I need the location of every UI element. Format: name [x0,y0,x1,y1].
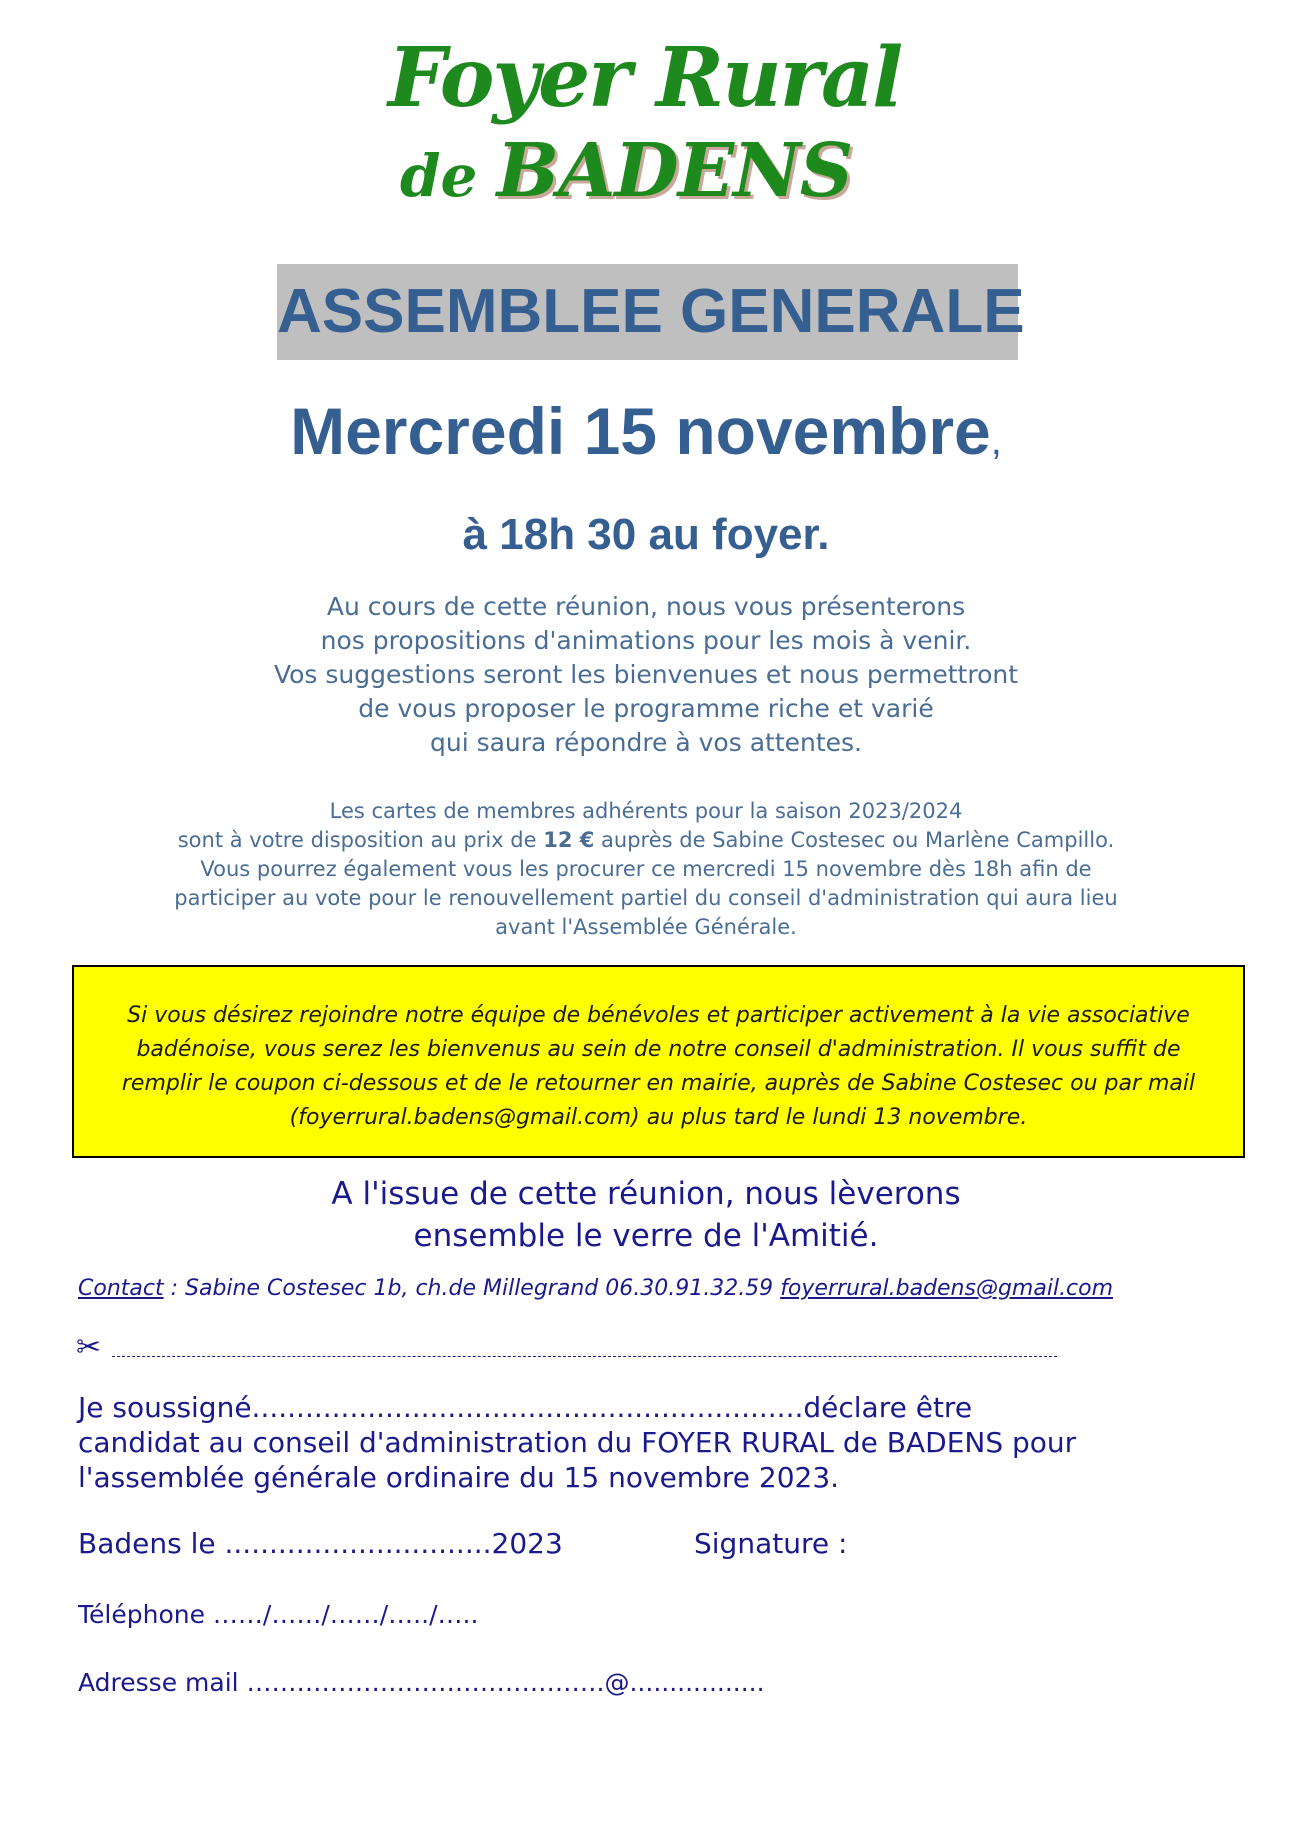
page-title: ASSEMBLEE GENERALE [277,277,1025,346]
volunteer-line: badénoise, vous serez les bienvenus au sein de notre conseil d'administration. Il vous suffit de [136,1037,1181,1062]
volunteer-line: Si vous désirez rejoindre notre équipe de bénévoles et participer activement à la vie associative [127,1003,1190,1028]
membership-line: participer au vote pour le renouvellement partiel du conseil d'administration qui aura lieu [174,886,1118,910]
intro-line: Vos suggestions seront les bienvenues et nous permettront [273,660,1019,689]
membership-line: avant l'Assemblée Générale. [495,915,797,939]
membership-line [0,826,1292,855]
contact-line [78,1274,1228,1304]
membership-paragraph [0,797,1292,942]
closing-line: ensemble le verre de l'Amitié. [413,1218,879,1254]
coupon-email-field: Adresse mail …………………………………….@................. [78,1668,765,1697]
coupon-line: Je soussigné..............................................................déclare être [78,1391,973,1424]
meeting-date-text: Mercredi 15 novembre [290,394,991,468]
coupon-line: candidat au conseil d'administration du FOYER RURAL de BADENS pour [78,1426,1077,1459]
volunteer-line: remplir le coupon ci-dessous et de le retourner en mairie, auprès de Sabine Costesec ou par mail [121,1071,1196,1096]
scissors-icon: ✂ [76,1330,102,1365]
meeting-date [0,386,1292,486]
closing-line: A l'issue de cette réunion, nous lèverons [331,1176,961,1212]
intro-line: qui saura répondre à vos attentes. [429,728,863,757]
logo-subtitle [400,128,900,214]
meeting-date-comma: , [990,419,1002,463]
logo-title: Foyer Rural [388,30,902,126]
coupon-signature-field: Signature : [694,1527,848,1560]
membership-line: Les cartes de membres adhérents pour la saison 2023/2024 [329,799,963,823]
volunteer-line: (foyerrural.badens@gmail.com) au plus tard le lundi 13 novembre. [289,1105,1028,1130]
candidate-coupon [78,1390,1228,1495]
cut-line [112,1356,1057,1357]
intro-paragraph [0,590,1292,760]
membership-text: auprès de Sabine Costesec ou Marlène Campillo. [594,828,1115,852]
coupon-line: l'assemblée générale ordinaire du 15 novembre 2023. [78,1461,840,1494]
closing-paragraph [0,1173,1292,1257]
intro-line: de vous proposer le programme riche et varié [358,694,934,723]
coupon-date-field: Badens le ..............................2023 [78,1527,563,1560]
meeting-time: à 18h 30 au foyer. [462,510,830,559]
contact-details: : Sabine Costesec 1b, ch.de Millegrand 06.30.91.32.59 [163,1276,781,1301]
contact-email-link[interactable]: foyerrural.badens@gmail.com [780,1276,1114,1301]
membership-price: 12 € [543,828,595,852]
coupon-phone-field: Téléphone ……/……/……/…../….. [78,1600,479,1629]
logo-de: de [400,142,478,210]
membership-line: Vous pourrez également vous les procurer ce mercredi 15 novembre dès 18h afin de [200,857,1092,881]
membership-text: sont à votre disposition au prix de [177,828,544,852]
volunteer-text [72,999,1245,1135]
intro-line: nos propositions d'animations pour les mois à venir. [320,626,972,655]
intro-line: Au cours de cette réunion, nous vous présenterons [326,592,966,621]
logo-badens: BADENS [496,128,853,214]
contact-label: Contact [78,1276,164,1301]
